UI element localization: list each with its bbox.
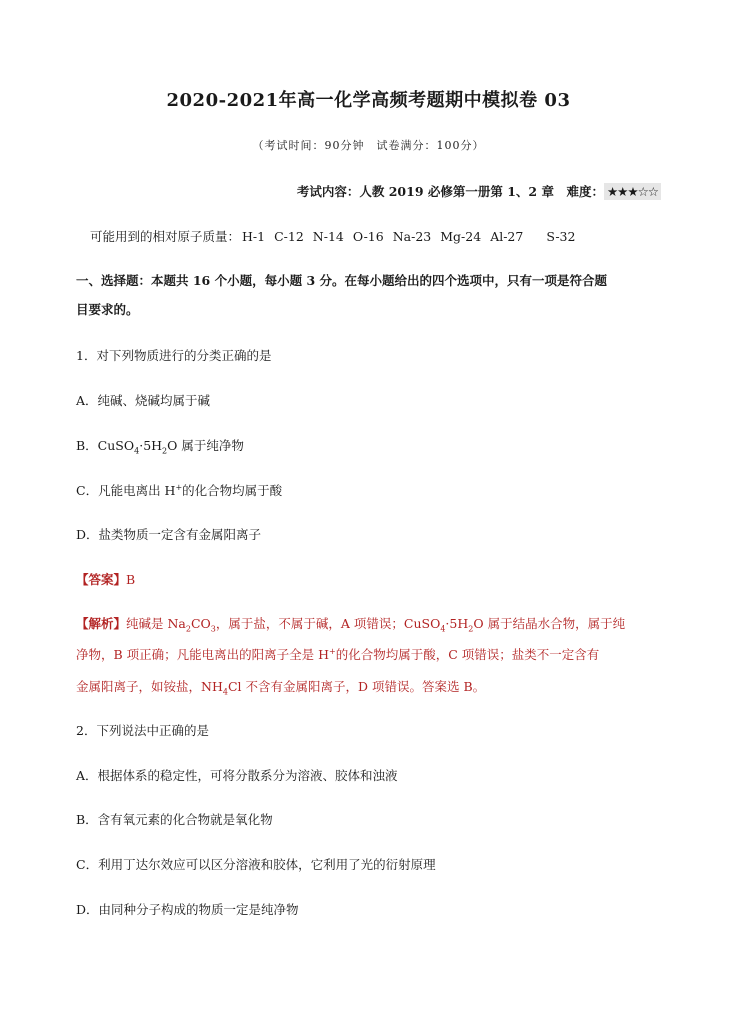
exam-time-subtitle: （考试时间：90分钟 试卷满分：100分） bbox=[252, 139, 485, 152]
atomic-mass-label: 可能用到的相对原子质量： bbox=[90, 229, 241, 244]
q1-answer bbox=[76, 570, 135, 588]
q1-analysis-line1: 【解析】纯碱是 $Na_2CO_3$，属于盐，不属于碱，A 项错误；$CuSO_4\cdot 5H_2O$ 属于结晶水合物，属于纯 bbox=[76, 616, 626, 634]
q1-analysis-line2: 净物，B 项正确；凡能电离出的阳离子全是 H+的化合物均属于酸，C 项错误；盐类不一定含有 bbox=[76, 646, 600, 662]
q1-option-c: C．凡能电离出 H+的化合物均属于酸 bbox=[76, 482, 283, 498]
atomic-mass-line bbox=[90, 227, 584, 245]
mass-item: Mg-24 bbox=[440, 229, 482, 244]
mass-item: Na-23 bbox=[392, 229, 432, 244]
section-heading: 一、选择题：本题共 16 个小题，每小题 3 分。在每小题给出的四个选项中，只有一项是符合题 bbox=[76, 273, 608, 288]
mass-item: C-12 bbox=[274, 229, 304, 244]
q2-stem: 2．下列说法中正确的是 bbox=[76, 723, 209, 738]
q2-option-a: A．根据体系的稳定性，可将分散系分为溶液、胶体和浊液 bbox=[76, 768, 398, 783]
analysis-tag: 【解析】 bbox=[76, 616, 127, 631]
q1-option-d: D．盐类物质一定含有金属阳离子 bbox=[76, 527, 262, 542]
q1-option-b: B．$CuSO_4\cdot 5H_2O$ 属于纯净物 bbox=[76, 438, 244, 456]
exam-content: 考试内容：人教 2019 必修第一册第 1、2 章 难度： bbox=[296, 184, 604, 199]
mass-item: H-1 bbox=[242, 229, 266, 244]
answer-tag: 【答案】 bbox=[76, 572, 127, 587]
page-title: 2020-2021年高一化学高频考题期中模拟卷 03 bbox=[166, 90, 571, 111]
answer-value: B bbox=[126, 572, 136, 587]
q1-option-a: A．纯碱、烧碱均属于碱 bbox=[76, 393, 211, 408]
q2-option-d: D．由同种分子构成的物质一定是纯净物 bbox=[76, 902, 299, 917]
mass-item: Al-27 bbox=[490, 229, 524, 244]
mass-item: N-14 bbox=[312, 229, 344, 244]
q2-option-b: B．含有氧元素的化合物就是氧化物 bbox=[76, 812, 273, 827]
q1-analysis-line3: 金属阳离子，如铵盐，$NH_4Cl$ 不含有金属阳离子，D 项错误。答案选 B。 bbox=[76, 679, 486, 697]
difficulty-stars: ★★★☆☆ bbox=[604, 183, 661, 200]
mass-item: S-32 bbox=[542, 229, 576, 244]
mass-item: O-16 bbox=[352, 229, 384, 244]
section-heading-cont: 目要求的。 bbox=[76, 302, 139, 317]
q2-option-c: C．利用丁达尔效应可以区分溶液和胶体，它利用了光的衍射原理 bbox=[76, 857, 436, 872]
q1-stem: 1．对下列物质进行的分类正确的是 bbox=[76, 348, 272, 363]
exam-info bbox=[297, 182, 661, 200]
